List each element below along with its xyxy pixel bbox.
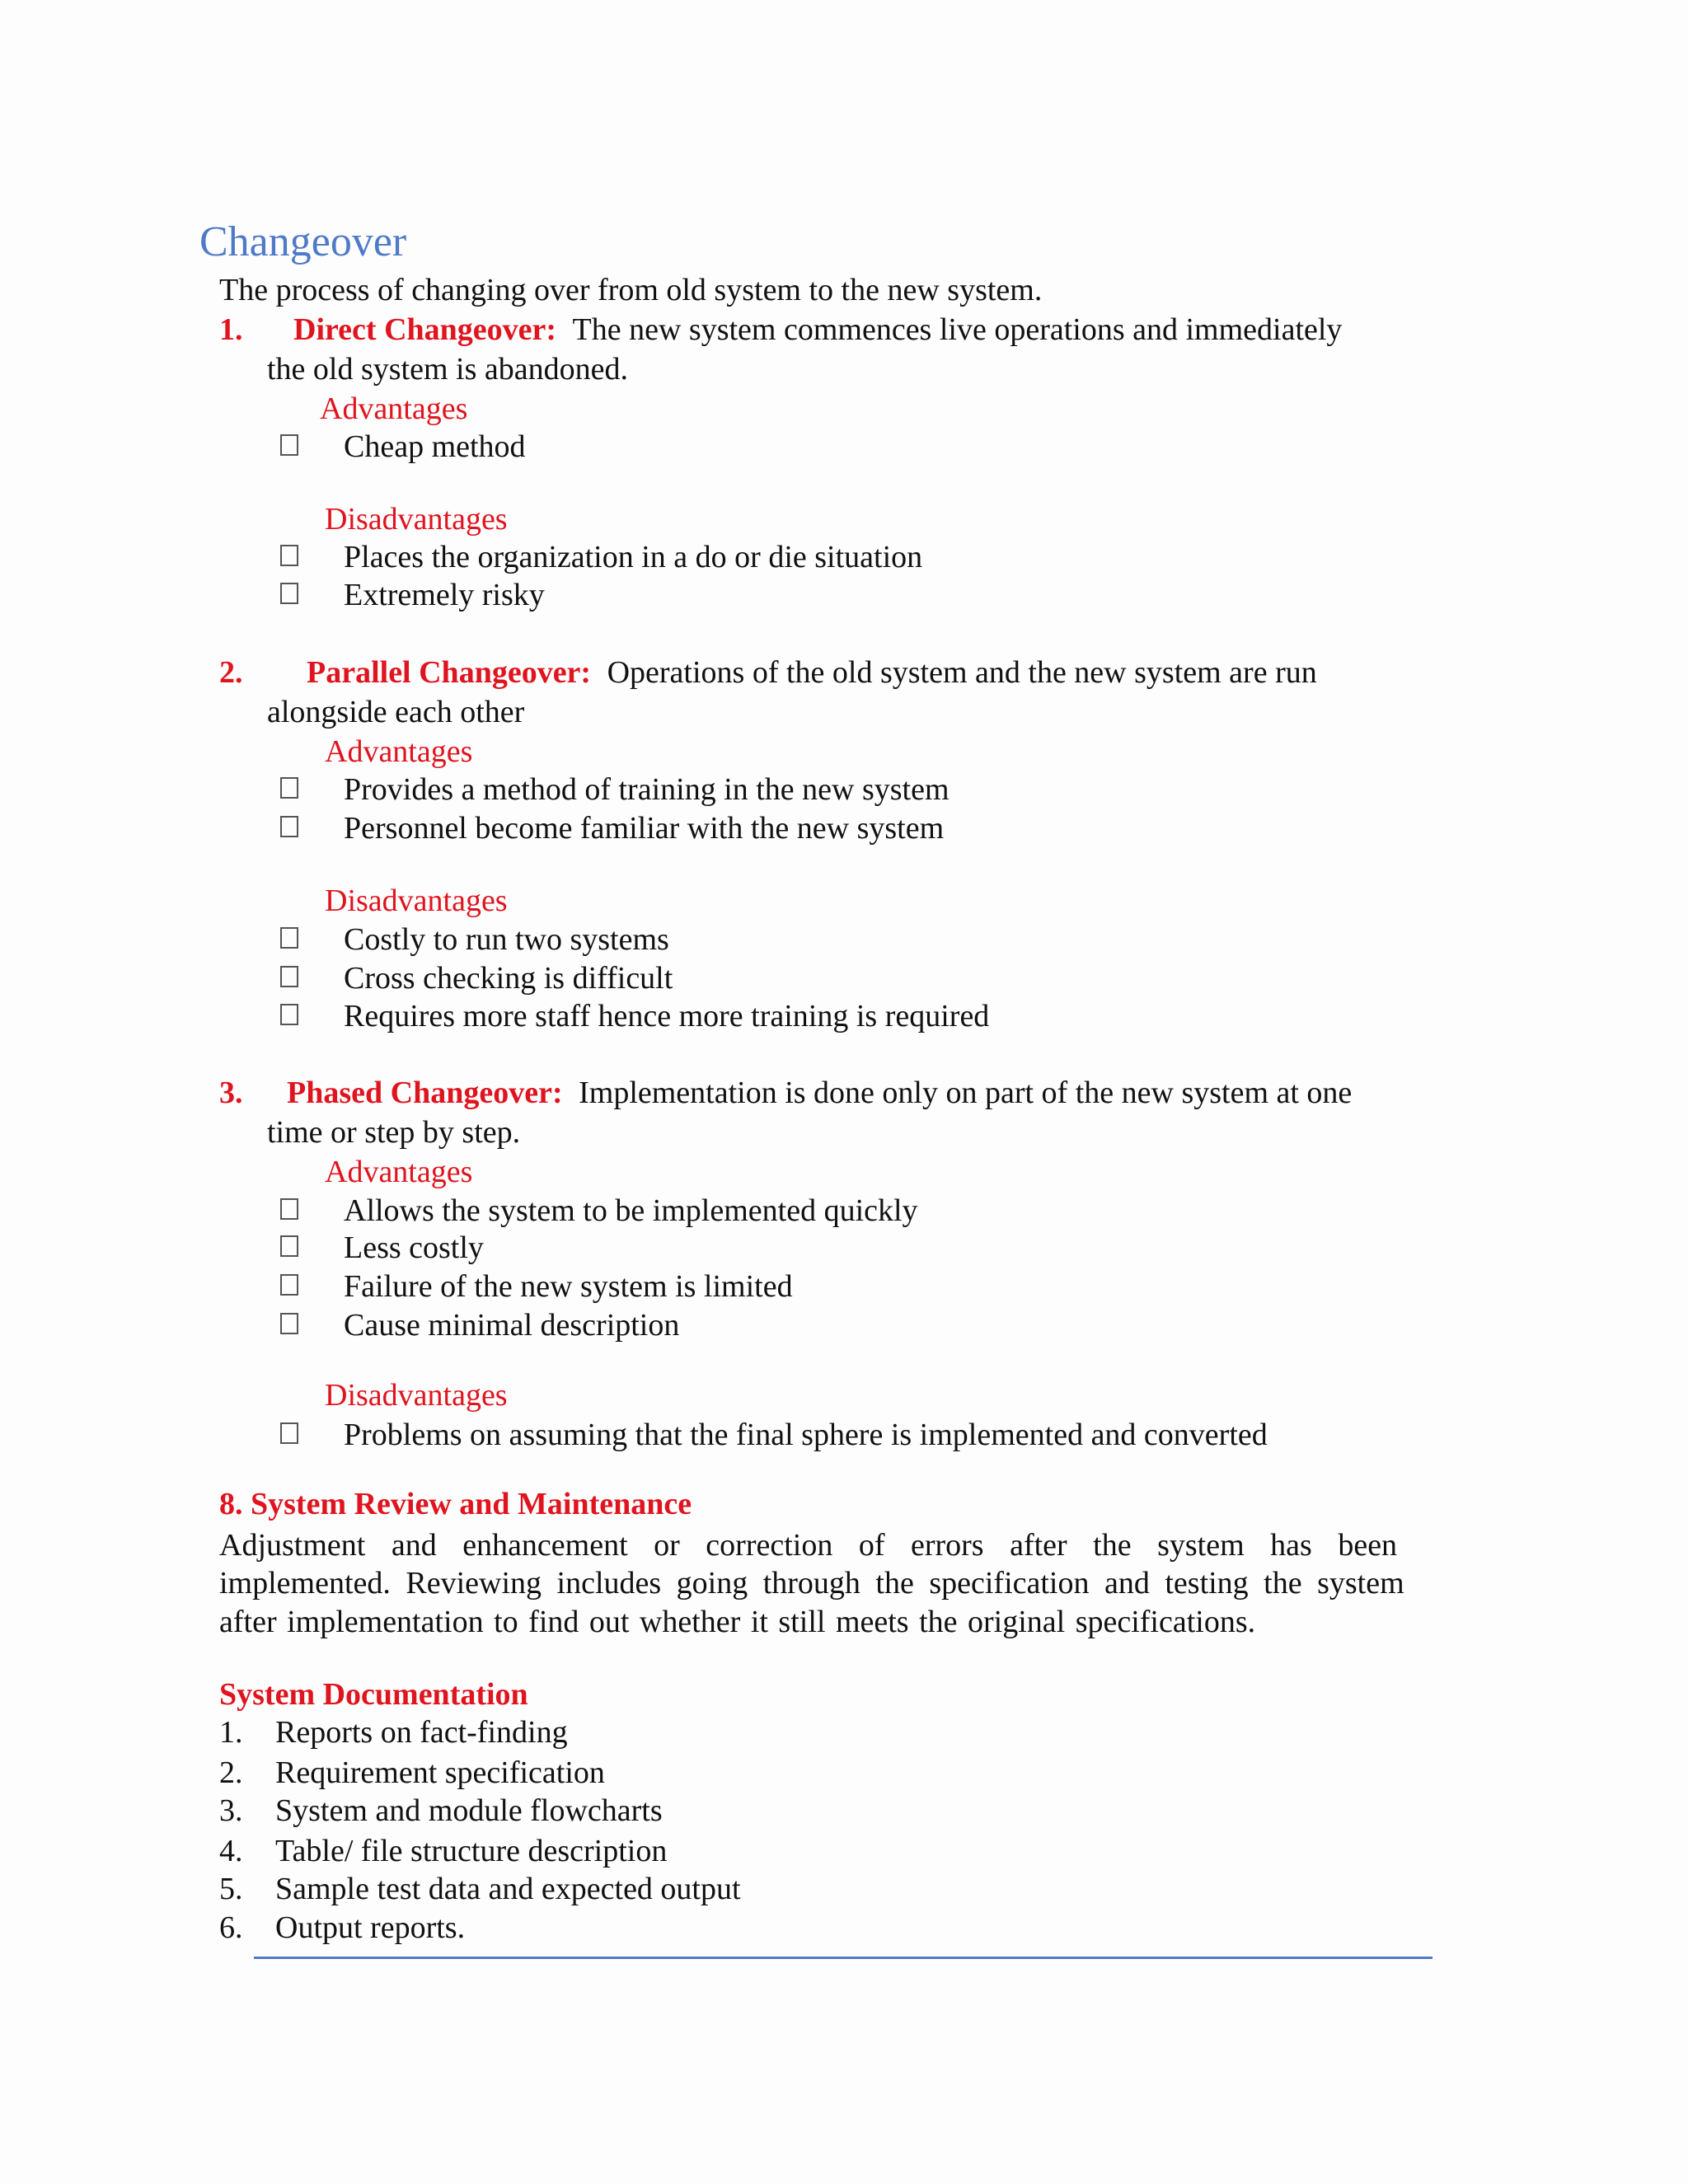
item-3-advantage-1: Allows the system to be implemented quickly: [344, 1193, 918, 1228]
checkbox-bullet-icon: [280, 1198, 298, 1220]
review-line-2: implemented. Reviewing includes going through the specification and testing the system: [219, 1566, 1404, 1601]
doc-item-4-number: 4.: [219, 1834, 243, 1868]
checkbox-bullet-icon: [280, 1004, 298, 1025]
doc-item-5-text: Sample test data and expected output: [275, 1872, 741, 1906]
item-2-disadvantage-3: Requires more staff hence more training is required: [344, 999, 990, 1033]
item-2-line-2: alongside each other: [267, 695, 525, 729]
doc-item-3-number: 3.: [219, 1793, 243, 1828]
page-title: Changeover: [199, 218, 407, 265]
item-3-advantage-3: Failure of the new system is limited: [344, 1269, 793, 1304]
item-2-disadvantage-2: Cross checking is difficult: [344, 961, 673, 996]
item-1-disadvantage-2: Extremely risky: [344, 578, 545, 612]
item-1-description: The new system commences live operations and immediately: [572, 312, 1343, 347]
item-1-line-2: the old system is abandoned.: [267, 352, 628, 387]
checkbox-bullet-icon: [280, 777, 298, 799]
item-2-description: Operations of the old system and the new system are run: [607, 655, 1317, 690]
item-3-line-2: time or step by step.: [267, 1115, 521, 1150]
item-2-advantage-1: Provides a method of training in the new system: [344, 772, 950, 807]
item-2-advantage-2: Personnel become familiar with the new system: [344, 811, 945, 846]
item-2-advantages-label: Advantages: [325, 734, 473, 769]
item-2-number: 2.: [219, 655, 243, 690]
item-1-disadvantages-label: Disadvantages: [325, 502, 508, 537]
item-2-line-1: [219, 654, 1465, 691]
item-3-description: Implementation is done only on part of the new system at one: [579, 1076, 1353, 1110]
review-line-3: after implementation to find out whether it still meets the original specifications.: [219, 1605, 1256, 1639]
doc-item-4-text: Table/ file structure description: [275, 1834, 668, 1868]
doc-item-2-number: 2.: [219, 1755, 243, 1790]
item-1-advantages-label: Advantages: [320, 391, 468, 426]
doc-item-1-text: Reports on fact-finding: [275, 1715, 568, 1750]
review-heading: 8. System Review and Maintenance: [219, 1487, 692, 1521]
doc-item-1-number: 1.: [219, 1715, 243, 1750]
item-3-number: 3.: [219, 1076, 243, 1110]
checkbox-bullet-icon: [280, 1422, 298, 1444]
checkbox-bullet-icon: [280, 1274, 298, 1296]
checkbox-bullet-icon: [280, 434, 298, 456]
item-2-disadvantage-1: Costly to run two systems: [344, 922, 669, 957]
checkbox-bullet-icon: [280, 966, 298, 987]
item-1-number: 1.: [219, 312, 243, 347]
item-2-disadvantages-label: Disadvantages: [325, 883, 508, 918]
documentation-heading: System Documentation: [219, 1677, 528, 1712]
checkbox-bullet-icon: [280, 1235, 298, 1257]
checkbox-bullet-icon: [280, 583, 298, 604]
doc-item-6-text: Output reports.: [275, 1910, 466, 1945]
checkbox-bullet-icon: [280, 545, 298, 566]
checkbox-bullet-icon: [280, 816, 298, 837]
item-3-disadvantage-1: Problems on assuming that the final sphere is implemented and converted: [344, 1418, 1268, 1452]
doc-item-6-number: 6.: [219, 1910, 243, 1945]
item-3-disadvantages-label: Disadvantages: [325, 1378, 508, 1413]
review-line-1-text: Adjustment and enhancement or correction of errors after the system has been: [219, 1528, 1398, 1563]
doc-item-3-text: System and module flowcharts: [275, 1793, 663, 1828]
review-line-1: [219, 1526, 1428, 1564]
item-2-heading: Parallel Changeover:: [307, 655, 592, 690]
item-1-disadvantage-1: Places the organization in a do or die situation: [344, 540, 923, 574]
checkbox-bullet-icon: [280, 927, 298, 949]
item-1-advantage-1: Cheap method: [344, 429, 526, 464]
doc-item-2-text: Requirement specification: [275, 1755, 605, 1790]
item-1-heading: Direct Changeover:: [293, 312, 557, 347]
doc-item-5-number: 5.: [219, 1872, 243, 1906]
item-3-advantage-4: Cause minimal description: [344, 1308, 680, 1343]
bottom-divider-rule: [254, 1957, 1432, 1959]
intro-text: The process of changing over from old system to the new system.: [219, 273, 1043, 307]
item-1-line-1: [219, 311, 1406, 349]
checkbox-bullet-icon: [280, 1313, 298, 1334]
item-3-heading: Phased Changeover:: [287, 1076, 563, 1110]
item-3-line-1: [219, 1074, 1424, 1112]
item-3-advantages-label: Advantages: [325, 1155, 473, 1189]
item-3-advantage-2: Less costly: [344, 1230, 484, 1265]
